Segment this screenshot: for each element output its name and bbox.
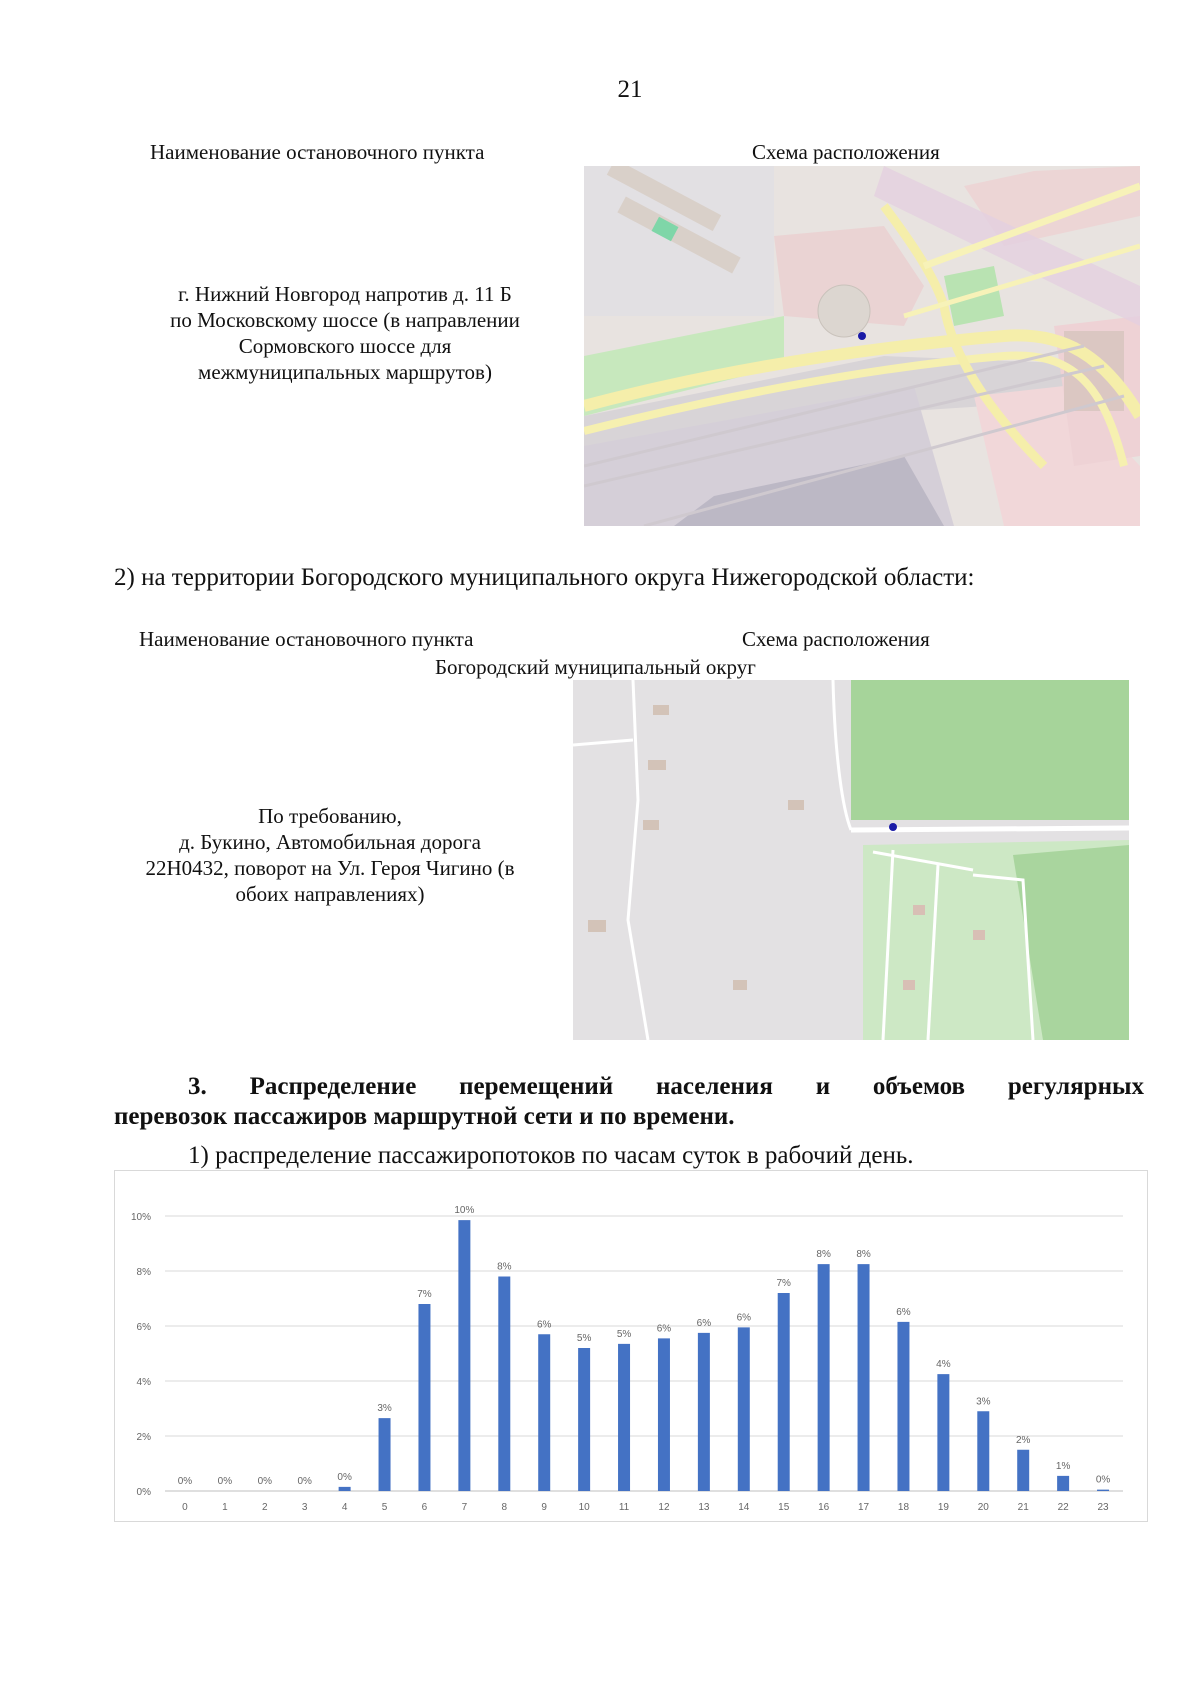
stop-name-moskovskoe-shosse [130,281,560,385]
data-label: 0% [177,1476,193,1487]
data-label: 8% [497,1261,512,1273]
bar [698,1333,710,1491]
data-label: 10% [454,1205,475,1217]
y-tick-label: 4% [136,1377,151,1388]
bar [458,1220,470,1491]
x-tick-label: 18 [897,1502,910,1513]
x-tick-label: 12 [658,1502,670,1513]
data-label: 3% [976,1396,991,1408]
bar-chart-svg [115,1171,1147,1521]
x-tick-label: 6 [421,1502,428,1513]
section-3-heading-line: 3. Распределение перемещений населения и объемов регулярных [188,1073,1144,1100]
data-label: 6% [696,1317,712,1329]
x-tick-label: 14 [738,1502,750,1513]
bar [897,1322,909,1491]
bar [1097,1490,1109,1491]
data-label: 0% [297,1476,312,1487]
bar [1017,1450,1029,1491]
x-tick-label: 21 [1017,1502,1029,1513]
data-label: 6% [736,1312,752,1324]
x-tick-label: 13 [698,1502,710,1513]
x-tick-label: 19 [937,1502,949,1513]
data-label: 1% [1055,1460,1071,1472]
bar [858,1264,870,1491]
stop-name-line: 22Н0432, поворот на Ул. Героя Чигино (в [145,856,515,880]
x-tick-label: 4 [341,1502,348,1513]
x-tick-label: 8 [501,1502,508,1513]
data-label: 6% [896,1306,911,1318]
data-label: 0% [257,1476,273,1487]
column-header-location-scheme: Схема расположения [752,140,940,164]
x-tick-label: 20 [977,1502,989,1513]
bar [538,1334,550,1491]
district-name: Богородский муниципальный округ [435,655,756,679]
y-tick-label: 8% [136,1267,151,1278]
x-tick-label: 22 [1057,1502,1069,1513]
data-label: 3% [377,1403,392,1415]
x-tick-label: 17 [857,1502,870,1513]
y-tick-label: 0% [136,1487,151,1498]
bar [658,1338,670,1491]
stop-name-bukino [110,803,550,907]
page-number: 21 [617,76,643,103]
stop-marker-icon [889,823,897,831]
y-tick-label: 10% [130,1212,151,1223]
x-tick-label: 5 [381,1502,388,1513]
stop-name-line: Сормовского шоссе для [238,334,452,358]
column-header-stop-name: Наименование остановочного пункта [139,627,474,651]
data-label: 4% [936,1359,951,1371]
bar [379,1418,391,1491]
data-label: 8% [816,1249,831,1261]
stop-name-line: По требованию, [258,804,402,828]
data-label: 0% [337,1471,352,1483]
data-label: 0% [1095,1474,1111,1486]
stop-name-line: обоих направлениях) [235,882,425,906]
bar [1057,1476,1069,1491]
x-tick-label: 16 [818,1502,830,1513]
x-tick-label: 1 [222,1502,228,1513]
bar [937,1374,949,1491]
hourly-passenger-flow-chart [114,1170,1148,1522]
bar [618,1344,630,1491]
x-tick-label: 0 [182,1502,188,1513]
y-tick-label: 6% [136,1322,151,1333]
x-tick-label: 3 [301,1502,308,1513]
location-map-moskovskoe-shosse [584,166,1140,526]
bar [818,1264,830,1491]
stop-name-line: межмуниципальных маршрутов) [198,360,492,384]
x-tick-label: 7 [461,1502,468,1513]
bar [977,1411,989,1491]
data-label: 0% [217,1476,233,1487]
stop-name-line: по Московскому шоссе (в направлении [170,308,520,332]
data-label: 6% [536,1319,552,1331]
stop-name-line: г. Нижний Новгород напротив д. 11 Б [178,282,512,306]
x-tick-label: 9 [541,1502,547,1513]
column-header-location-scheme: Схема расположения [742,627,930,651]
x-tick-label: 15 [778,1502,790,1513]
bar [578,1348,590,1491]
data-label: 7% [776,1278,791,1289]
data-label: 8% [856,1249,871,1261]
x-tick-label: 11 [618,1502,630,1513]
x-tick-label: 23 [1097,1502,1109,1513]
data-label: 5% [616,1328,632,1340]
location-map-bukino [573,680,1129,1040]
bar [418,1304,430,1491]
section-3-heading-line: перевозок пассажиров маршрутной сети и по времени. [114,1103,735,1130]
data-label: 7% [417,1289,432,1300]
section-3-heading [114,1072,1144,1132]
x-tick-label: 2 [262,1502,268,1513]
section-3-subheading: 1) распределение пассажиропотоков по часам суток в рабочий день. [188,1142,914,1169]
bar [738,1327,750,1491]
section-2-title: 2) на территории Богородского муниципального округа Нижегородской области: [114,564,975,591]
stop-marker-icon [858,332,866,340]
bar [778,1293,790,1491]
data-label: 6% [656,1323,672,1335]
stop-name-line: д. Букино, Автомобильная дорога [179,830,481,854]
column-header-stop-name: Наименование остановочного пункта [150,140,485,164]
data-label: 2% [1015,1434,1031,1446]
bar [339,1487,351,1491]
y-tick-label: 2% [136,1432,151,1443]
x-tick-label: 10 [578,1502,590,1513]
bar [498,1277,510,1492]
data-label: 5% [576,1333,592,1344]
